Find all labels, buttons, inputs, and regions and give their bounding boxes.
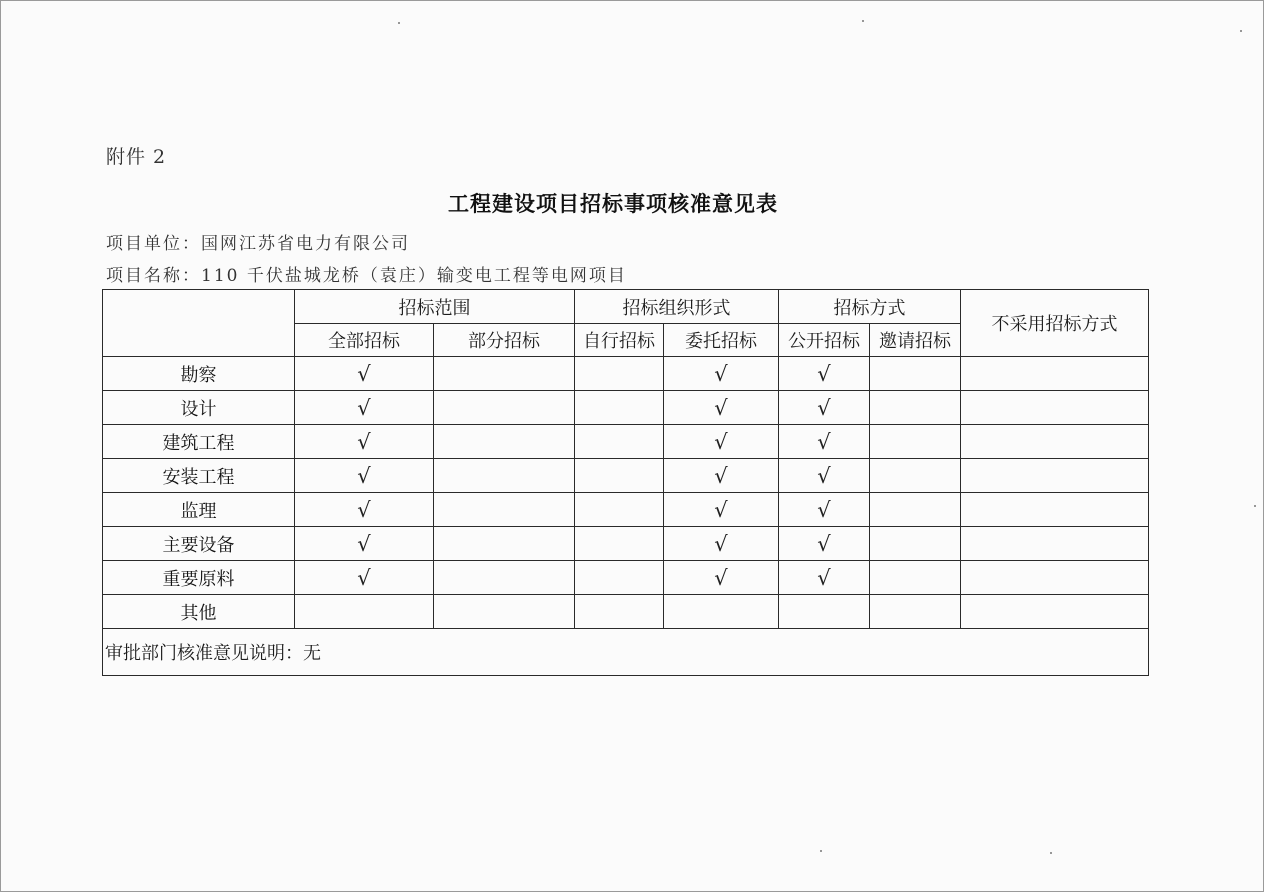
check-cell	[575, 595, 664, 629]
check-cell	[575, 493, 664, 527]
check-cell: √	[295, 459, 434, 493]
header-method: 招标方式	[779, 290, 961, 324]
attachment-label: 附件 2	[106, 146, 167, 168]
check-cell: √	[664, 493, 779, 527]
scan-speck	[862, 20, 864, 22]
header-row-groups	[103, 290, 1149, 324]
check-cell: √	[779, 357, 870, 391]
scan-speck	[820, 850, 822, 852]
check-cell	[434, 561, 575, 595]
check-cell	[295, 595, 434, 629]
check-cell: √	[295, 493, 434, 527]
check-cell	[870, 425, 961, 459]
check-cell	[870, 595, 961, 629]
check-cell	[870, 357, 961, 391]
row-label: 安装工程	[103, 459, 295, 493]
check-cell	[870, 561, 961, 595]
check-cell: √	[779, 425, 870, 459]
approval-note-row	[103, 629, 1149, 676]
table-row	[103, 595, 1149, 629]
table-row	[103, 493, 1149, 527]
check-cell: √	[779, 391, 870, 425]
check-cell	[961, 561, 1149, 595]
row-label: 设计	[103, 391, 295, 425]
check-cell: √	[664, 527, 779, 561]
approval-table	[102, 289, 1149, 676]
check-cell: √	[664, 425, 779, 459]
table-row	[103, 561, 1149, 595]
check-cell	[961, 595, 1149, 629]
check-cell	[575, 357, 664, 391]
check-cell: √	[295, 357, 434, 391]
check-cell: √	[295, 561, 434, 595]
check-cell	[434, 527, 575, 561]
table-row	[103, 527, 1149, 561]
check-cell	[779, 595, 870, 629]
check-cell	[870, 459, 961, 493]
table-row	[103, 357, 1149, 391]
check-cell: √	[295, 527, 434, 561]
check-cell	[575, 527, 664, 561]
project-name: 项目名称：110 千伏盐城龙桥（袁庄）输变电工程等电网项目	[106, 266, 627, 286]
check-cell: √	[295, 391, 434, 425]
check-cell	[961, 459, 1149, 493]
table-row	[103, 459, 1149, 493]
check-cell	[870, 493, 961, 527]
header-public-tender: 公开招标	[779, 324, 870, 357]
row-label: 监理	[103, 493, 295, 527]
check-cell	[434, 595, 575, 629]
check-cell	[575, 391, 664, 425]
approval-note: 审批部门核准意见说明：无	[103, 629, 1149, 676]
header-partial-tender: 部分招标	[434, 324, 575, 357]
corner-cell	[103, 290, 295, 357]
row-label: 建筑工程	[103, 425, 295, 459]
header-full-tender: 全部招标	[295, 324, 434, 357]
check-cell: √	[779, 561, 870, 595]
check-cell	[961, 391, 1149, 425]
header-entrusted: 委托招标	[664, 324, 779, 357]
check-cell	[434, 357, 575, 391]
scan-speck	[1240, 30, 1242, 32]
check-cell	[870, 391, 961, 425]
check-cell	[575, 459, 664, 493]
check-cell	[434, 391, 575, 425]
check-cell: √	[779, 493, 870, 527]
check-cell: √	[664, 561, 779, 595]
check-cell	[434, 493, 575, 527]
header-scope: 招标范围	[295, 290, 575, 324]
check-cell	[575, 561, 664, 595]
check-cell: √	[664, 391, 779, 425]
check-cell: √	[295, 425, 434, 459]
check-cell	[664, 595, 779, 629]
table-row	[103, 425, 1149, 459]
table-row	[103, 391, 1149, 425]
check-cell: √	[779, 527, 870, 561]
header-invited-tender: 邀请招标	[870, 324, 961, 357]
scan-speck	[398, 22, 400, 24]
page-title: 工程建设项目招标事项核准意见表	[448, 192, 778, 216]
check-cell	[434, 425, 575, 459]
row-label: 勘察	[103, 357, 295, 391]
check-cell	[434, 459, 575, 493]
scan-speck	[1254, 505, 1256, 507]
row-label: 重要原料	[103, 561, 295, 595]
check-cell	[870, 527, 961, 561]
header-organization: 招标组织形式	[575, 290, 779, 324]
check-cell	[961, 493, 1149, 527]
project-unit: 项目单位：国网江苏省电力有限公司	[106, 234, 410, 254]
check-cell: √	[664, 459, 779, 493]
row-label: 其他	[103, 595, 295, 629]
scan-speck	[1050, 852, 1052, 854]
check-cell	[575, 425, 664, 459]
check-cell: √	[664, 357, 779, 391]
row-label: 主要设备	[103, 527, 295, 561]
header-self-organized: 自行招标	[575, 324, 664, 357]
check-cell	[961, 527, 1149, 561]
check-cell	[961, 425, 1149, 459]
check-cell	[961, 357, 1149, 391]
check-cell: √	[779, 459, 870, 493]
header-not-adopted: 不采用招标方式	[961, 290, 1149, 357]
